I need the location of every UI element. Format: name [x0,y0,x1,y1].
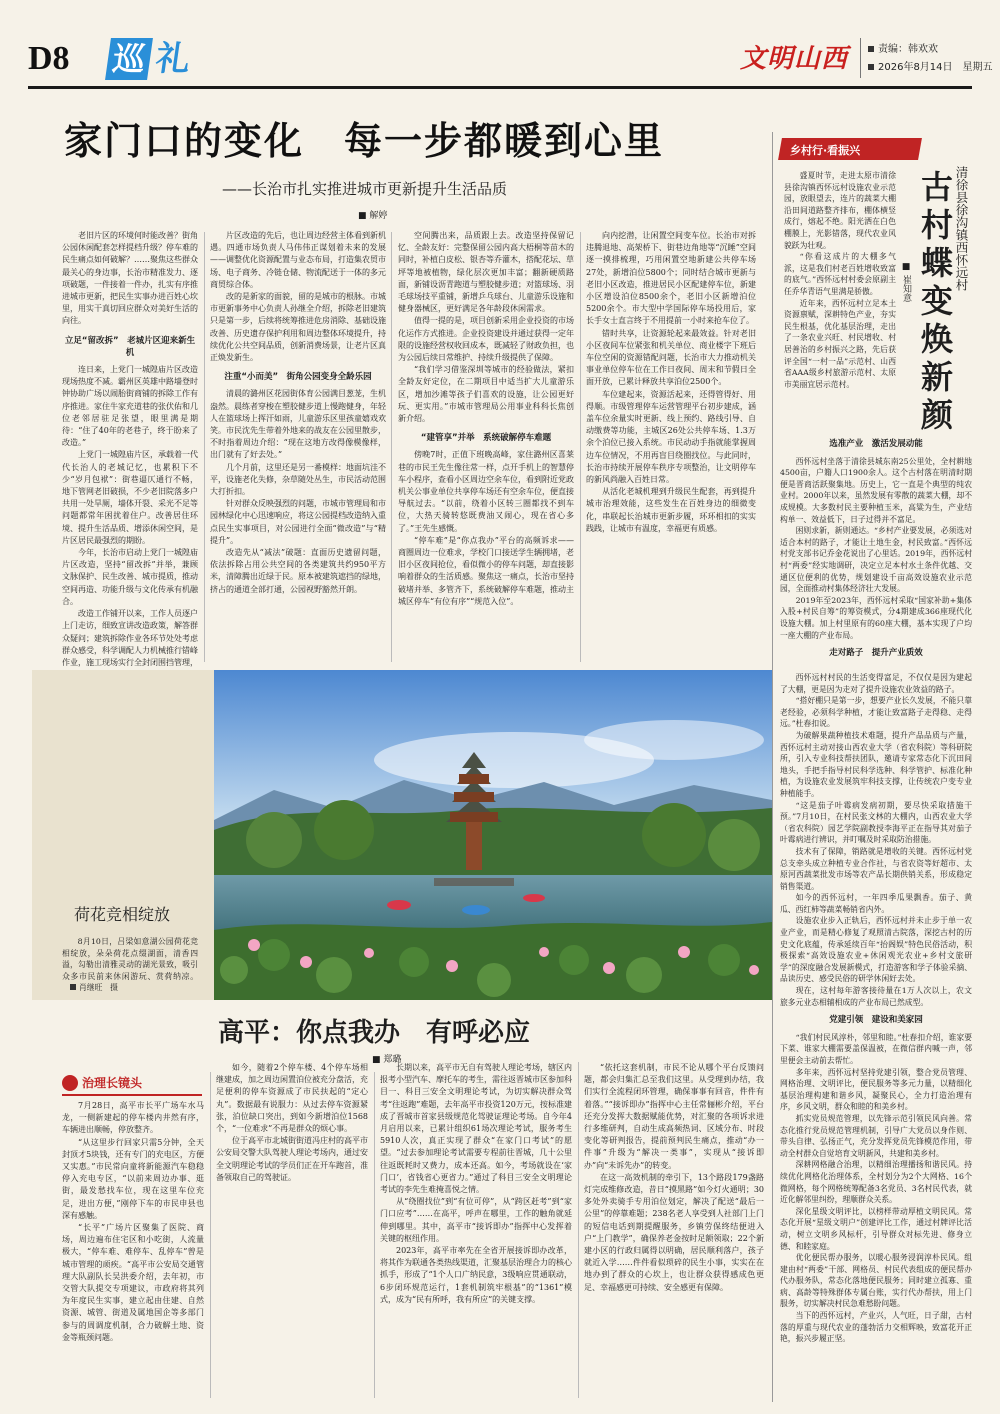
section-logo [108,38,196,78]
right-body-2: 西怀远村村民的生活变得富足，不仅仅是因为建起了大棚，更是因为走对了提升设施农业效益的路子。 “搭好棚只是第一步，想要产业长久发展，不能只靠老经验，必须科学种植，才能让致富路子走得稳、走得远。”杜春扣说。 为破解果蔬种植技术难题，提升产品品质与产量，西怀远村主动对接山西农业大学（省农科院）等科研院所，引入专业科技帮扶团队，邀请专家常态化下沉田间地头，手把手指导村民科学选种、科学管护、标准化种植，为设施农业发展筑牢科技支撑，让传统农户变专业种植能手。 “这是茄子叶霉病发病初期，要尽快采取措施干预。”7月10日，在村民张文林的大棚内，山西农业大学（省农科院）园艺学院副教授李海平正在指导其对茄子叶霉病进行辨识，并叮嘱及时采取防治措施。 技术有了保障，销路就是增收的关键。西怀远村党总支牵头成立种植专业合作社，与省农资等好超市、太原河西蔬菜批发市场等农产品长期供销关系，形成稳定销售渠道。 如今的西怀远村，一年四季瓜果飘香。茄子、黄瓜、西红柿等蔬菜畅销省内外。 设施农业步入正轨后，西怀远村并未止步于单一农业产业，而是精心修复了观照清古院落，深挖古村的历史文化底蕴，传承延续百年“抬阁娱”特色民俗活动，积极探索“高效设施农业+休闲观光农业+乡村文旅研学”的深度融合发展新模式，打造游客和学子体验采摘、品读历史、感受民俗的研学休闲好去处。 现在，这村每年游客接待量在1万人次以上，农文旅多元业态相辅相成的产业布局已然成型。 党建引领 建设和美家园 “我们村民风淳朴，邻里和睦。”杜春扣介绍，谁家要下菜、谁家大棚需要盖保温被，在微信群内喊一声，邻里便会主动前去帮忙。 多年来，西怀远村坚持党建引领，整合党员管理、网格治理、文明评比，便民服务等多元力量，以精细化基层治理构建和谐乡风，凝聚民心，全力打造治理有序，乡风文明，群众和睦的和美乡村。 抓实党员规范管理，以先锋示范引领民风向善。常态化推行党员规范管理机制，引导广大党员以身作则、带头自律、弘扬正气，充分发挥党员先锋模范作用，带动全村群众自觉培育文明新风，共建和美乡村。 深耕网格融合治理，以精细治理播扬和谐民风。持续优化网格化治理体系，全村划分为2个大网格、16个微网格，每个网格统筹配备3名党员、3名村民代表，就近化解邻里纠纷，理顺群众关系。 深化星级文明评比，以榜样带动厚植文明民风。常态化开展“星级文明户”创建评比工作，通过村牌评比活动，树立文明乡风标杆，引导群众对标先进、修身立德、和睦家庭。 优化便民帮办服务，以暖心服务浸润淳朴民风。组建由村“两委”干部、网格员、村民代表组成的便民帮办代办服务队，常态化落地便民服务；同时建立孤寡、重病、高龄等特殊群体专属台账，实行代办帮扶，用上门服务，切实解决村民急难愁盼问题。 当下的西怀远村，产业兴，人气旺，日子甜，古村落的厚重与现代农业的蓬勃活力交相辉映，致富花开正艳，振兴步履正坚。 [780,673,972,1344]
right-column-tag-text: 乡村行·看振兴 [790,144,861,157]
main-author: ■ 解婷 [358,211,388,221]
bottom-author: ■ 郑璐 [372,1055,402,1065]
date-line: 2026年8月14日 星期五 [868,58,993,73]
bottom-col-3: 长期以来，高平市无自有驾驶人理论考场，辖区内报考小型汽车、摩托车的考生，需往返晋城市区参加科目一、科目三安全文明理论考试，为切实解决群众驾考“往返跑”难题，去年高平市投资120万元，按标准建成了晋城市首家县级规范化驾驶证理论考场。自今年4月启用以来，已累计组织61场次理论考试，服务考生5910人次，真正实现了群众“在家门口考试”的愿望。“过去参加理论考试需要专程前往晋城，几十公里往返既耗时又费力，成本还高。如今，考场就设在‘家门口’，省钱省心更省力。”通过了科目三安全文明理论考试的李先生难掩喜悦之情。 从“绕圈找位”到“有位可停”，从“跨区赶考”到“家门口应考”……在高平，呼声在哪里，工作的触角就延伸到哪里。其中，高平市“接诉即办”指挥中心发挥着关键的枢纽作用。 2023年，高平市率先在全省开展接诉即办改革，将其作为联通各类热线渠道，汇聚基层治理合力的核心抓手，形成了“1个人口广纳民意，3级响应贯通联动，6步闭环规范运行，1套机制筑牢根基”的“1361”模式，成为“民有所呼，我有所应”的关键支撑。 [380,1063,572,1304]
bottom-col-1: 7月28日，高平市长平广场车水马龙，一侧新建起的停车楼内井然有序，车辆进出顺畅，停放整齐。 “从这里步行回家只需5分钟，全天封顶才5块钱，还有专门的充电区，方便又实惠。”市民常向童将新能源汽车稳稳停入充电专区，“以前来周边办事、逛街，最发愁找车位，现在这里车位充足，进出方便，”刚停下车的市民申县也深有感触。 “长平”广场片区聚集了医院、商场，周边遍布住宅区和小吃街，人流量极大，“停车难、难停车、乱停车”曾是城市管理的顽疾。“高平市公安局交通管理大队副队长吴洪委介绍，去年初，市交管大队提交专项建议，市政府将其列为年度民生实事，建立起由住建、自然资源、城管、街道及属地国企等多部门参与的周调度机制，合力破解土地、资金等瓶颈问题。 [62,1101,204,1342]
bottom-title: 高平：你点我办 有呼必应 [218,1018,531,1048]
main-title: 家门口的变化 每一步都暖到心里 [64,119,665,163]
subhead: 选准产业 激活发展动能 [829,439,923,449]
right-body-1: 选准产业 激活发展动能 西怀远村坐落于清徐县城东南25公里处，全村耕地4500亩，户籍人口1900余人。这个古村落在明清时期便是晋商活跃聚集地。历史上，它一直是个典型的纯农业村。2000年以来，虽然发展有零散的蔬菜大棚，却不成规模。大多数村民主要种植玉米，高粱为生，产业结构单一、效益低下，日子过得并不富足。 困则求新，新则通达。“乡村产业要发展，必须选对适合本村的路子，才能让土地生金，村民致富。”西怀远村党支部书记乔金花说出了心里话。2019年，西怀远村村“两委”经实地调研，决定立足本村水土条件优越、交通区位便利的优势，规划建设千亩高效设施农业示范园，全面推动村集体经济壮大发展。 2019年至2023年，西怀远村采取“国家补助+集体入股+村民自筹”的筹资模式，分4期建成366座现代化设施大棚。加上村里原有的60座大棚，基本实现了户均一座大棚的产业布局。 走对路子 提升产业质效 [780,439,972,659]
bottom-col-4: “依托这套机制，市民不论从哪个平台反馈问题，都会归集汇总至我们这里。从受理到办结，我们实行全流程闭环管理，确保事事有回音，件件有着落。”“接诉即办”指挥中心主任常俪彬介绍，平台还充分发挥大数据赋能优势，对汇聚的各项诉求进行多维研判，自动生成高频热词、区域分布、时段变化等研判报告，提前预判民生痛点，推动“办一件事”升级为“解决一类事”，实现从“接诉即办”向“未诉先办”的转变。 在这一高效机制的牵引下，13个路段179盏路灯完成维修改造，昔日“摸黑路”如今灯火通明；30多处外卖骑手专用泊位划定，解决了配送“最后一公里”的停靠难题；238名老人享受到人社部门上门的短信电话到期提醒服务，乡镇劳保终结便进入户“上门教学”，确保养老金按时足额领取；22个新建小区的行政归属得以明确，居民顺利落户，孩子就近入学……件件看似琐碎的民生小事，实实在在地办到了群众的心坎上，也让群众获得感成色更足、幸福感更可持续、安全感更有保障。 [584,1063,764,1292]
section-char-1: 巡 [105,38,153,80]
main-col-4: 向内挖潜，让闲置空间变车位。长治市对拆违腾退地、高架桥下、街巷边角地等“沉睡”空间逐一摸排梳理，巧用闲置空地新建公共停车场27处，新增泊位5800个；同时结合城市更新与老旧小区改造，推进居民小区配建停车位，新建小区增设泊位8500余个，老旧小区新增泊位5200余个。市大型中学国际停车场投用后，家长手女士直言终于不用提前一小时来抢车位了。 错时共享，让资源轮起来最效益。针对老旧小区夜间车位紧张和机关单位、商业楼字下班后车位空闲的资源错配问题，长治市大力推动机关事业单位停车位在工作日夜间、周末和节假日全面开放，已累计释放共享泊位2500个。 车位建起来，资源活起来，还得管得好、用得顺。市级管理停车运营管理平台初步建成，涵盖车位余量实时更新、线上预约、路线引导、自动缴费等功能，主城区26处公共停车场、1.3万余个泊位已接入系统。市民动动手指就能掌握周边车位情况，不用再盲目绕圈找位。与此同时，长治市持续开展停车秩序专项整治，让文明停车的新风尚融入百姓日常。 从活化老城机理到升级民生配套，再到提升城市治理效能，这些发生在百姓身边的细微变化，串联起长治城市更新步履，环环相扣的实实践践，让城市有温度，幸福更有质感。 [586,231,756,533]
main-col-3: 空间腾出来，品质跟上去。改造坚持保留记忆、全龄友好：完整保留公园内高大梧桐等苗木的同时，补植白皮松、银杏等乔灌木，搭配花坛、草坪等地被植物，绿化层次更加丰富；翻新硬质路面，新铺设沥青跑道与塑胶健步道；对篮球场、羽毛球场技平重铺，新增乒乓球台、儿童游乐设施和健身器械区，更好满足各年龄段休闲需求。 值得一提的是，项目创新采用企业投资的市场化运作方式推进。企业投资建设并通过获得一定年限的设施经营权收回成本，既减轻了财政负担，也为公园后续日常维护、持续升级提供了保障。 “我们学习借鉴深圳等城市的经验做法，紧扣全龄友好定位，在二期项目中适当扩大儿童游乐区，增加沙滩等孩子们喜欢的设施，让公园更好玩、更实用。”市城市管理局公用事业科科长焦创新介绍。 “建管享”并举 系统破解停车难题 傍晚7时，正值下班晚高峰，家住潞州区喜莱巷的市民王先生像往常一样，点开手机上的智慧停车小程序，查看小区周边空余车位，看到附近党政机关公事业单位共享停车场还有空余车位，便直接导航过去。“以前，绕着小区转三圈都找不到车位，大热天骑转悠既费油又闹心，现在省心多了。”王先生感慨。 “停车难”是“你点我办”平台的高频诉求——商圈周边一位难求，学校门口接送学生辆拥堵，老旧小区夜间抢位，看似微小的停车问题，却直接影响着群众的生活质感。聚焦这一痛点，长治市坚持破堵并举、多管齐下，系统破解停车难题，推动主城区停车“有位有序”“规范入位”。 [398,231,574,606]
main-col-1: 老旧片区的环境何时能改善？街角公园休闲配套怎样提档升级？停车难的民生痛点如何破解？……聚焦这些群众最关心的身边事，长治市精准发力、逐项破题，一件接着一件办，扎实有序推进城市更新，把民生实事办进百姓心坎里，用实干真切回应群众对美好生活的向往。 立足“留改拆” 老城片区迎来新生机 连日来，上党门一城隍庙片区改造现场热度不减。霸州区英雄中路墙登时钟协助广场以闹胎街商铺的拆除工作有序推进。家住牛家充道巷的张伏佑和几位老邻居驻足张望，眼里满是期待：“住了40年的老巷子，终于盼来了改造。” 上党门一城隍庙片区，承载着一代代长治人的老城记忆，也累积下不少“岁月包袱”：街巷逼仄通行不畅，地下管网老旧破损，不少老旧院落多户共用一处旱厕，墙体开裂、采光不足等问题都常年困扰着住户。改善居住环境、提升生活品质、增添休闲空间，是片区居民最强烈的期盼。 今年，长治市启动上党门一城隍庙片区改造，坚持“留改拆”并举，兼顾文脉保护、民生改善、城市提质，推动空间再造、功能升级与文化传承有机融合。 改造工作铺开以来，工作人员逐户上门走访，细致宣讲改造政策，解答群众疑问；建筑拆除作业各环节处处考虑群众感受，科学调配人力机械推行错峰作业，施工现场实行全封闭围挡管理， [62,231,198,667]
subhead: 走对路子 提升产业质效 [829,648,923,659]
right-lead: 盛夏时节，走进太原市清徐县徐沟镇西怀远村设施农业示范园，放眼望去，连片的蔬菜大棚沿田间道路整齐排布，棚体横竖成行，熔起不绝。阳光洒在白色棚膜上，光影错落，现代农业风貌跃为壮观。 “你看这成片的大棚多气派，这是我们村老百姓增收致富的底气。”西怀远村村委会原副主任乔华青语气里满是骄傲。 近年来，西怀远村立足本土资源禀赋，深耕特色产业，夯实民生根基，优化基层治理，走出了一条农业兴旺、村民增收、村居善治的乡村振兴之路，先后获评全国“一村一品”示范村、山西省AAA级乡村旅游示范村、太原市美丽宜居示范村。 [784,171,896,389]
subhead: 立足“留改拆” 老城片区迎来新生机 [64,335,196,358]
editor-line: 责编：韩欢欢 [868,40,938,55]
subhead: “建管享”并举 系统破解停车难题 [420,433,552,444]
masthead-logo: 文明山西 [740,44,849,74]
header-rule [28,86,972,89]
photo-title: 荷花竞相绽放 [74,905,171,924]
bottom-col-2: 如今，随着2个停车楼、4个停车场相继建成，加之周边闲置泊位被充分盘活，充足便利的停车资源成了市民扶起的“定心丸”。数据最有说服力：从过去停车资源紧张，泊位缺口突出，到如今新增泊位1568个，“一位难求”不再是群众的烦心事。 位于高平市北城街街道冯庄村的高平市公安局交警大队驾驶人理论考场内，通过安全文明理论考试的学员们正在开车跑首，准备领取自己的驾驶证。 [216,1063,368,1182]
page-number: D8 [28,40,70,77]
right-subtitle: 清徐县徐沟镇西怀远村 [954,166,969,291]
subhead: 注重“小而美” 街角公园变身全龄乐园 [224,372,372,383]
tag-icon [62,1075,78,1091]
bottom-column-tag: 治理长镜头 [62,1072,202,1096]
lotus-lake-photo [214,670,772,1000]
right-divider [772,132,773,1402]
right-title: 古村蝶变焕新颜 [916,170,954,436]
right-author: ■ 崔知意 [901,262,911,302]
subhead: 党建引领 建设和美家园 [829,1015,923,1026]
main-col-2: 片区改造的先后，也让周边经营主体看到新机遇。四通市场负责人马伟伟正谋划着未来的发展——调整优化资源配置与业态布局，打造集农贸市场、电子商务、冷链仓储、物流配送于一体的多元商贸综合体。 改的是新家的面貌，留的是城市的根脉。市城市更新事务中心负责人孙继全介绍，拆除老旧建筑只是第一步，后续将统筹推进危房消除、基础设施改善、历史遗存保护利用和周边整体环境提升，持续优化公共空间品质，创新消费场景，让老片区真正焕发新生。 注重“小而美” 街角公园变身全龄乐园 清晨的潞州区花园街体育公园满目葱茏，生机盎然。晨练者穿梭在塑胶健步道上慢跑健身，年轻人在篮球场上挥汗如雨，儿童游乐区里孩童嬉戏欢笑。市民沈先生带着外地来的战友在公园里散步，不时指着周边介绍：“现在这地方改得像模像样，出门就有了好去处。” 几个月前，这里还是另一番模样：地面坑洼不平，设施老化失修，杂草随处丛生，市民活动范围大打折扣。 针对群众反映强烈的问题，市城市管理局和市园林绿化中心迅速响应，将这公园提档改造纳入重点民生实事项目，对公园进行全面“微改造”与“精提升”。 改造先从“减法”破题：直面历史遗留问题，依法拆除占用公共空间的各类建筑共约950平方米，清障腾出近绿于民。原本被建筑遮挡的绿地，挤占的通道全部打通，公园视野豁然开朗。 [210,231,386,594]
photo-caption: 8月10日，吕梁如意湖公园荷花竞相绽放，朵朵荷花点缀湖面，清香四溢，勾勒出清雅灵动的湖光景致，吸引众多市民前来休闲游玩、赏荷纳凉。 肖继旺 摄 [62,937,198,992]
section-char-2: 礼 [153,39,193,79]
main-subtitle: ——长治市扎实推进城市更新提升生活品质 [222,180,508,198]
